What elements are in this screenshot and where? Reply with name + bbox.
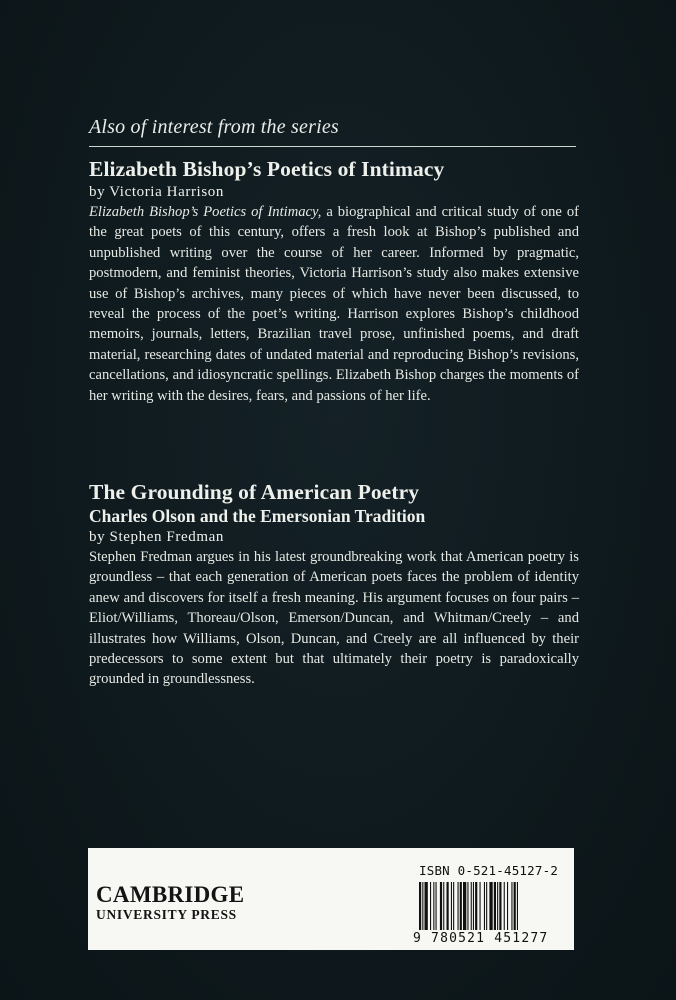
barcode-image	[413, 882, 569, 932]
publisher-logo	[96, 883, 244, 923]
book-entry-fredman	[89, 479, 579, 690]
divider-rule	[89, 146, 576, 147]
isbn-label: ISBN 0-521-45127-2	[419, 863, 559, 878]
barcode-digits: 9 780521 451277	[413, 931, 549, 946]
publisher-name: CAMBRIDGE	[96, 882, 245, 907]
book-description-title: Elizabeth Bishop’s Poetics of Intimacy,	[89, 204, 322, 220]
publisher-subtitle: UNIVERSITY PRESS	[96, 907, 237, 922]
book-title: The Grounding of American Poetry	[89, 480, 420, 504]
series-heading: Also of interest from the series	[89, 116, 339, 138]
book-description	[89, 202, 579, 406]
book-entry-bishop	[89, 156, 579, 406]
book-subtitle: Charles Olson and the Emersonian Tradition	[89, 506, 426, 526]
barcode-panel	[88, 848, 574, 950]
isbn-block	[413, 863, 573, 946]
book-description: Stephen Fredman argues in his latest groundbreaking work that American poetry is groundless – that each generation of American poets faces the problem of identity anew and discovers for itself a fresh meaning. His argument focuses on four pairs – Eliot/Williams, Thoreau/Olson, Emerson/Duncan, and Whitman/Creely – and illustrates how Williams, Olson, Duncan, and Creely are all influenced by their predecessors to some extent but that ultimately their poetry is paradoxically grounded in groundlessness.	[89, 549, 579, 688]
book-author: by Stephen Fredman	[89, 529, 224, 545]
book-author: by Victoria Harrison	[89, 184, 224, 200]
book-description-text: a biographical and critical study of one of the great poets of this century, offers a fresh look at Bishop’s published and unpublished writing over the course of her career. Informed by pragmatic, postmodern, and feminist theories, Victoria Harrison’s study also makes extensive use of Bishop’s archives, many pieces of which have never been discussed, to reveal the process of the poet’s writing. Harrison explores Bishop’s childhood memoirs, journals, letters, Brazilian travel prose, unfinished poems, and draft material, researching dates of undated material and reproducing Bishop’s revisions, cancellations, and idiosyncratic spellings. Elizabeth Bishop charges the moments of her writing with the desires, fears, and passions of her life.	[89, 204, 580, 404]
book-title: Elizabeth Bishop’s Poetics of Intimacy	[89, 157, 445, 181]
